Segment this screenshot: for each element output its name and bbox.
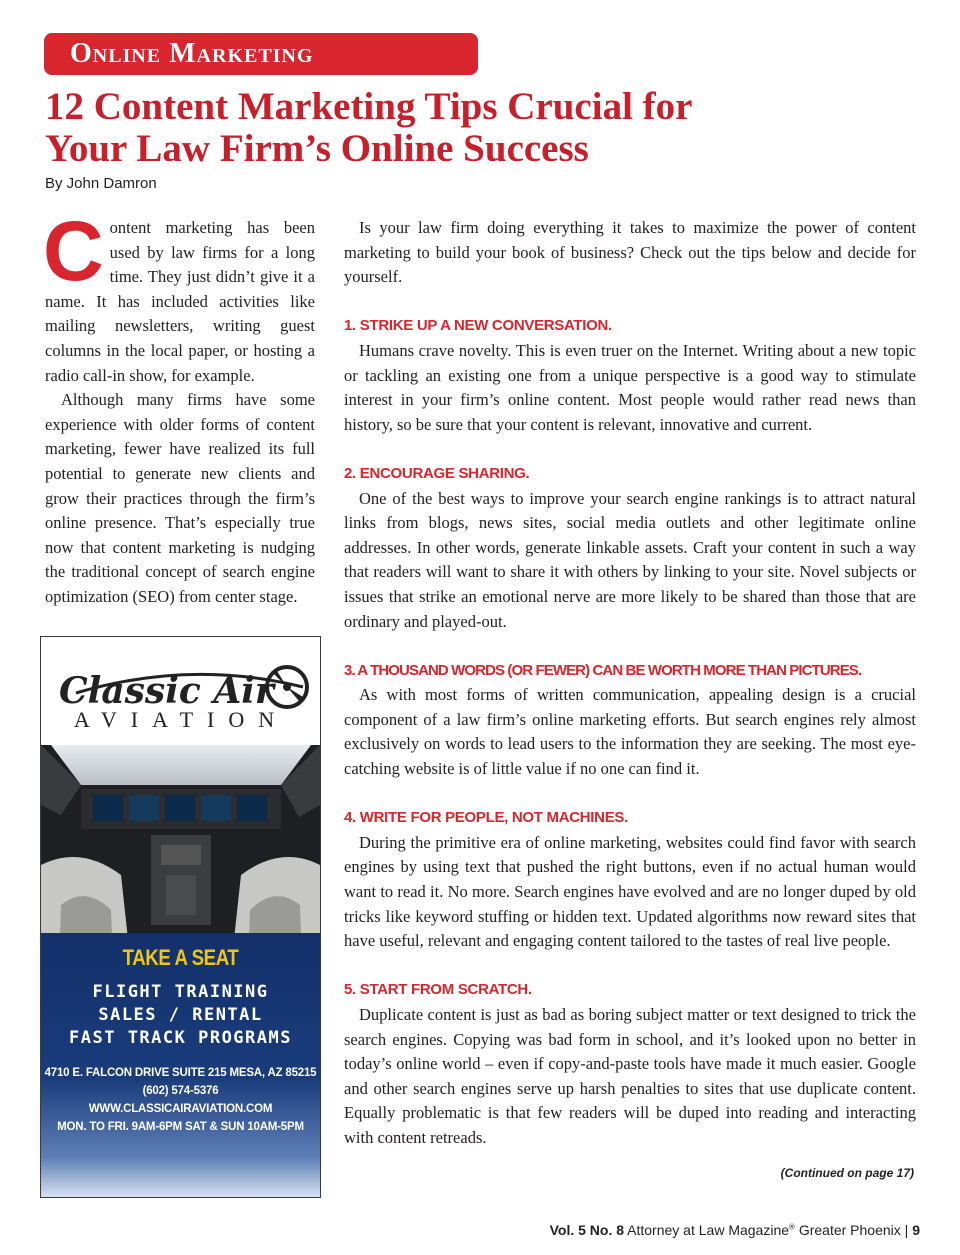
footer-edition: Greater Phoenix bbox=[798, 1222, 901, 1238]
propeller-logo-icon bbox=[41, 637, 320, 745]
tip-heading: 5. START FROM SCRATCH. bbox=[344, 981, 532, 999]
paragraph: Although many firms have some experience with older forms of content marketing, fewer have realized its full potential to generate new clients and grow their practices through the firm’s online presence. That’s especially true now that content marketing is nudging the traditional concept of search engine optimization (SEO) from center stage. bbox=[45, 390, 315, 606]
tip-heading: 1. STRIKE UP A NEW CONVERSATION. bbox=[344, 317, 612, 335]
ad-phone: (602) 574-5376 bbox=[142, 1085, 219, 1097]
ad-hours: MON. TO FRI. 9AM-6PM SAT & SUN 10AM-5PM bbox=[57, 1121, 304, 1133]
tip-body: One of the best ways to improve your search engine rankings is to attract natural links from blogs, news sites, social media outlets and other legitimate online addresses. In other words, generate linkable assets. Craft your content in such a way that readers will want to share it with others by linking to your site. Novel subjects or issues that strike an emotional nerve are more likely to be shared than those that are ordinary and played-out. bbox=[344, 488, 916, 631]
article-title bbox=[45, 86, 915, 170]
continued-note: (Continued on page 17) bbox=[780, 1166, 914, 1180]
ad-address: 4710 E. FALCON DRIVE SUITE 215 MESA, AZ 85215 bbox=[44, 1067, 317, 1079]
page-footer bbox=[550, 1222, 920, 1238]
tip-body: As with most forms of written communication, appealing design is a crucial component of a law firm’s online marketing efforts. But search engines rely almost exclusively on words to lead users to the information they are seeking. The most eye-catching website is of little value if no one can find it. bbox=[344, 685, 916, 779]
drop-cap: C bbox=[43, 204, 104, 298]
ad-website[interactable]: WWW.CLASSICAIRAVIATION.COM bbox=[88, 1103, 273, 1115]
tip-body: Duplicate content is just as bad as boring subject matter or text designed to trick the search engines. Copying was bad form in school, and it’s looked upon no better in today’s online world – even if copy-and-paste tools have made it much easier. Google and other search engines serve up harsh penalties to sites that use duplicate content. Equally problematic is that few readers will be duped into reading and interacting with content retreads. bbox=[344, 1005, 916, 1147]
footer-magazine: Attorney at Law Magazine bbox=[627, 1222, 790, 1238]
section-label: Online Marketing bbox=[44, 33, 478, 75]
title-line-2: Your Law Firm’s Online Success bbox=[45, 127, 589, 170]
title-line-1: 12 Content Marketing Tips Crucial for bbox=[45, 85, 693, 128]
footer-divider: | bbox=[904, 1222, 909, 1238]
ad-service: FAST TRACK PROGRAMS bbox=[69, 1028, 292, 1048]
intro-paragraph: Is your law firm doing everything it takes to maximize the power of content marketing to build your book of business? Check out the tips below and decide for yourself. bbox=[344, 218, 916, 287]
left-column bbox=[43, 204, 315, 610]
tip-body: Humans crave novelty. This is even truer on the Internet. Writing about a new topic or tackling an existing one from a unique perspective is a good way to stimulate interest in your firm’s online content. Most people would rather read news than history, so be sure that your content is relevant, innovative and current. bbox=[344, 340, 916, 434]
tip-heading: 3. A THOUSAND WORDS (OR FEWER) CAN BE WORTH MORE THAN PICTURES. bbox=[344, 661, 862, 679]
ad-headline: TAKE A SEAT bbox=[122, 945, 239, 970]
footer-volume: Vol. 5 No. 8 bbox=[549, 1222, 625, 1238]
tip-body: During the primitive era of online marketing, websites could find favor with search engines by using text that pushed the right buttons, even if no actual human would want to read it. No more. Search engines have evolved and are no longer duped by old tricks like keyword stuffing or hidden text. Updated algorithms now reward sites that have useful, relevant and engaging content tailored to the tastes of real live people. bbox=[344, 832, 916, 951]
tip-heading: 4. WRITE FOR PEOPLE, NOT MACHINES. bbox=[344, 809, 628, 827]
ad-info-panel bbox=[41, 933, 320, 1197]
byline: By John Damron bbox=[45, 175, 157, 192]
registered-mark: ® bbox=[789, 1222, 795, 1232]
paragraph bbox=[43, 204, 315, 388]
classic-air-aviation-ad[interactable] bbox=[40, 636, 321, 1198]
ad-logo bbox=[41, 637, 320, 745]
ad-service: SALES / RENTAL bbox=[98, 1005, 263, 1025]
logo-brand-text: Classic Air bbox=[59, 670, 274, 712]
logo-sub-text: AVIATION bbox=[73, 707, 289, 732]
right-column bbox=[344, 216, 916, 1151]
page-number: 9 bbox=[912, 1222, 920, 1238]
paragraph-text: ontent marketing has been used by law firms for a long time. They just didn’t give it a name. It has included activities like mailing newsletters, writing guest columns in the local paper, or hosting a radio call-in show, for example. bbox=[45, 218, 315, 385]
ad-service: FLIGHT TRAINING bbox=[92, 982, 269, 1002]
tip-heading: 2. ENCOURAGE SHARING. bbox=[344, 464, 530, 482]
